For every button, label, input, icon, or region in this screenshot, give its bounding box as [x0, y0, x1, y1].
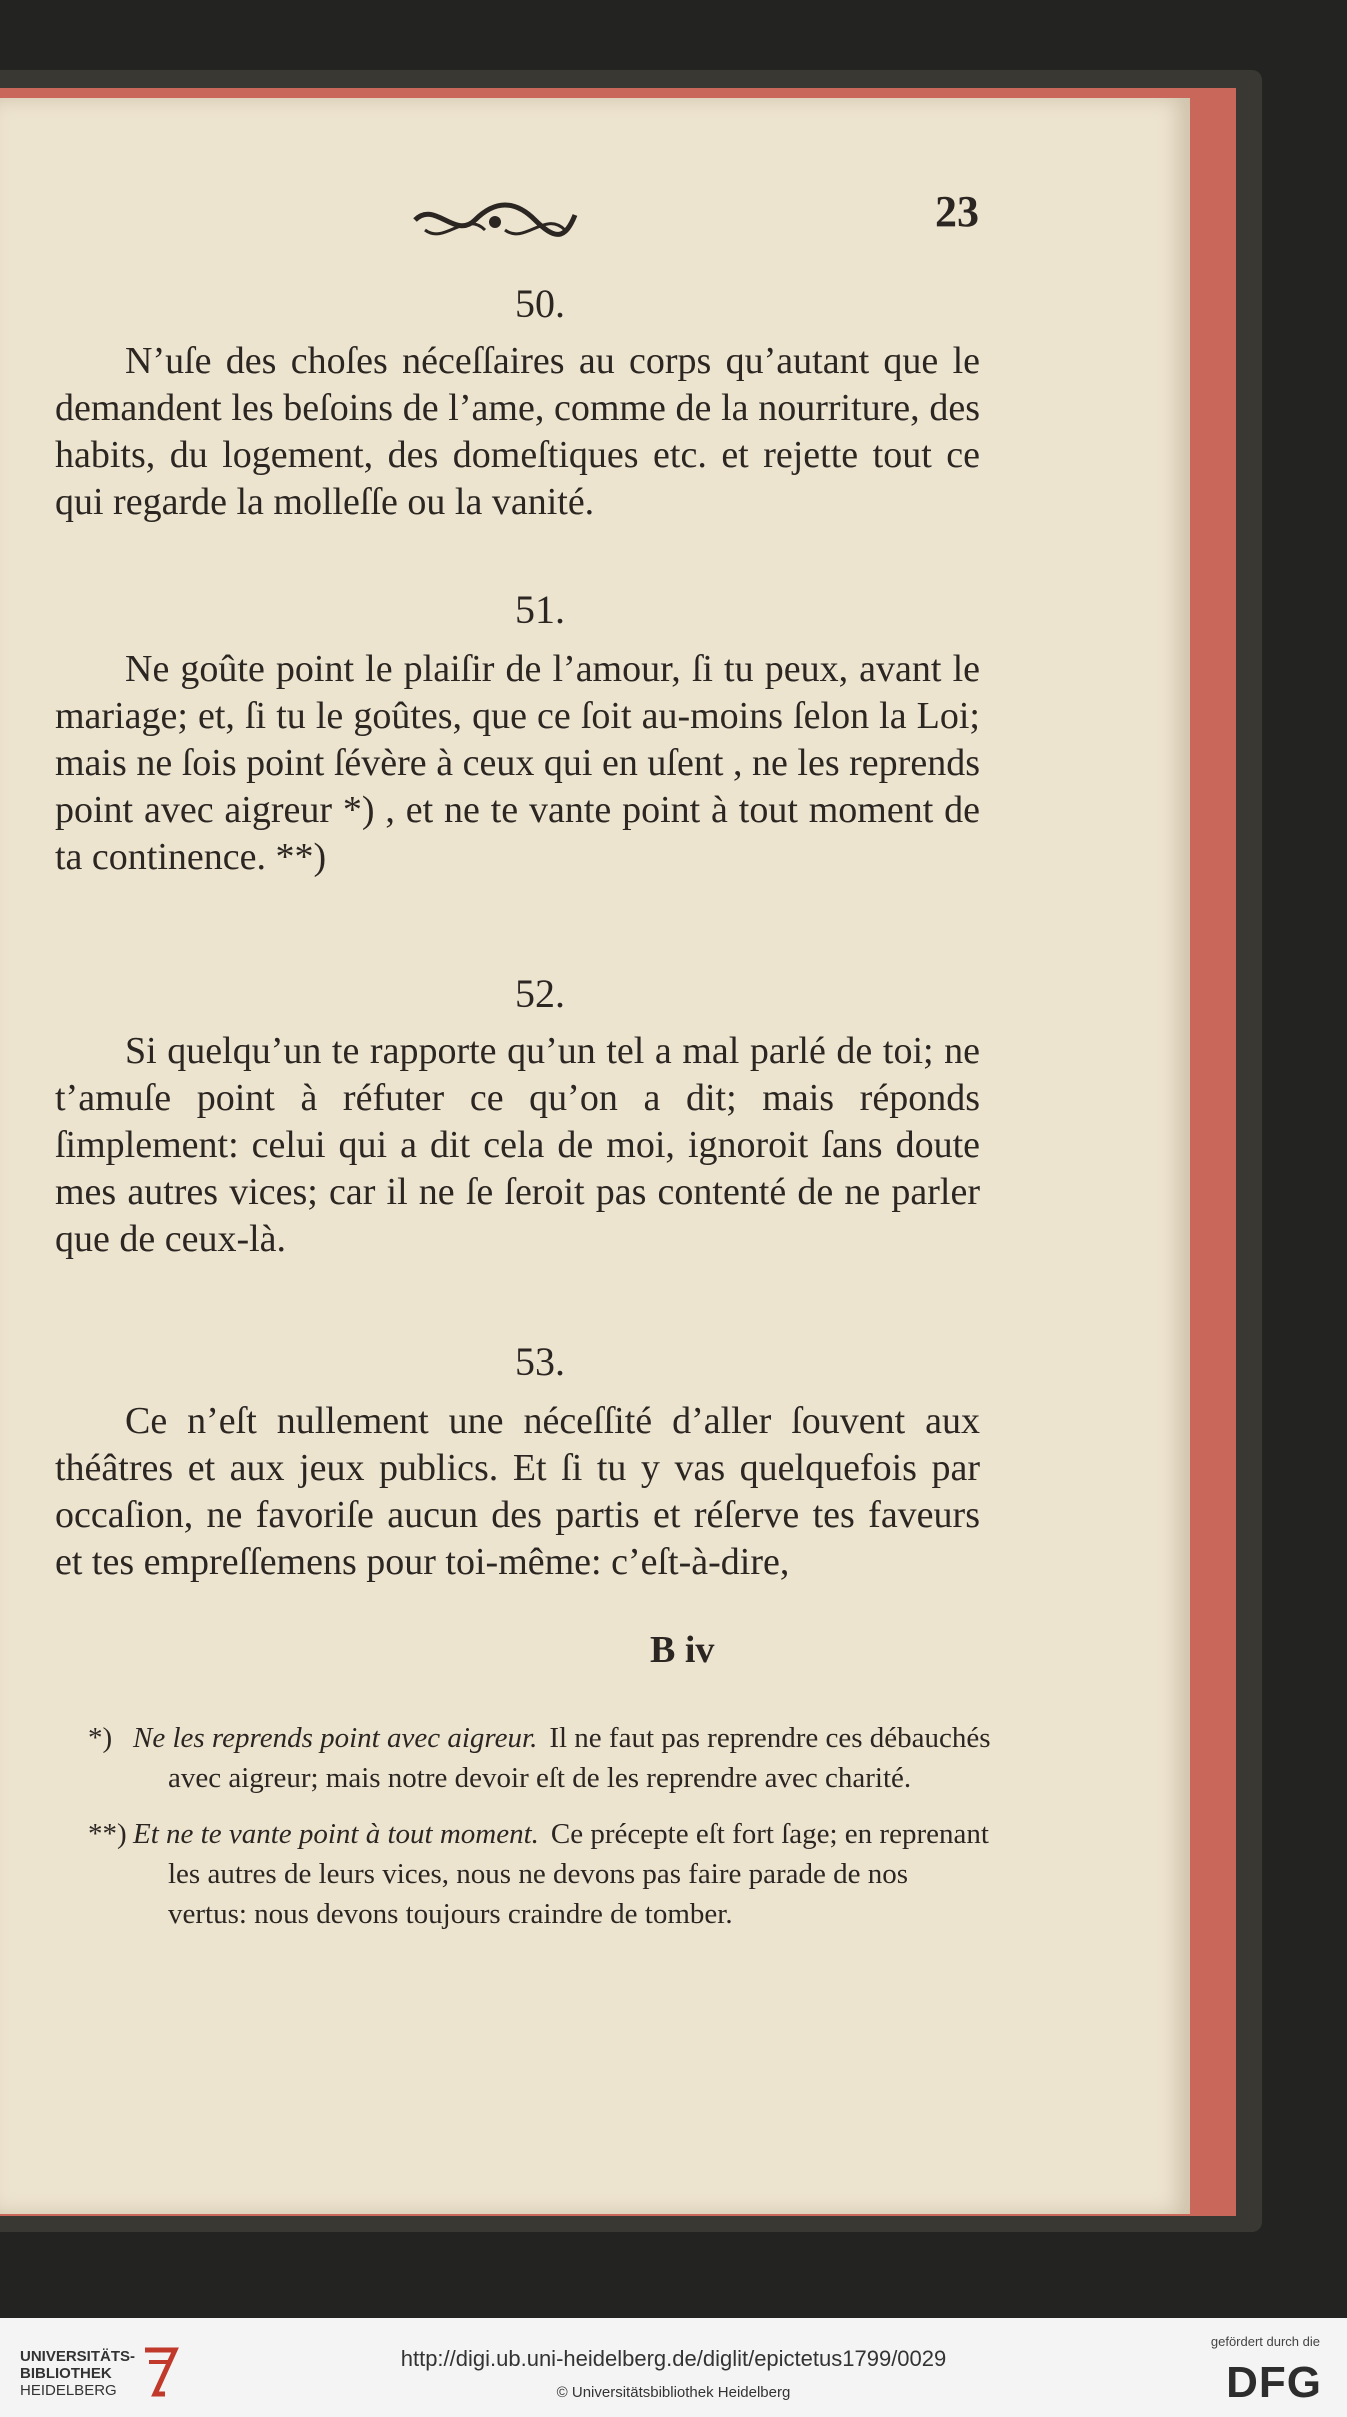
footnotes: [88, 1718, 993, 1950]
footnote: *) Ne les reprends point avec aigreur. Il ne faut pas reprendre ces débauchés avec aigreur; mais notre devoir eſt de les reprendre avec charité.: [88, 1722, 991, 1794]
copyright-text: © Universitätsbibliothek Heidelberg: [556, 2384, 791, 2401]
page-number: 23: [935, 187, 979, 236]
footnote: **) Et ne te vante point à tout moment. Ce précepte eſt fort ſage; en reprenant les autres de leurs vices, nous ne devons pas faire parade de nos vertus: nous devons toujours craindre de tomber.: [88, 1818, 989, 1930]
section-text: Ce n’eſt nullement une néceſſité d’aller ſouvent aux théâtres et aux jeux publics. Et ſi tu y vas quelquefois par occaſion, ne favoriſe aucun des partis et réſerve tes faveurs et tes empreſſemens pour toi-même: c’eſt-à-dire,: [55, 1400, 980, 1583]
dfg-logo[interactable]: DFG: [1226, 2358, 1322, 2407]
section-text: Si quelqu’un te rapporte qu’un tel a mal parlé de toi; ne t’amuſe point à réfuter ce qu’on a dit; mais réponds ſimplement: celui qui a dit cela de moi, ignoroit ſans doute mes autres vices; car il ne ſe ſeroit pas contenté de ne parler que de ceux-là.: [55, 1030, 980, 1260]
section-number: 50.: [515, 281, 565, 326]
funded-by-label: gefördert durch die: [1210, 2334, 1320, 2349]
book-page: [0, 98, 1190, 2214]
ornament-icon: [405, 190, 585, 250]
signature-mark: B iv: [650, 1629, 715, 1671]
section-number: 51.: [515, 587, 565, 632]
section-number: 53.: [515, 1339, 565, 1384]
university-logo[interactable]: UNIVERSITÄTS- BIBLIOTHEK HEIDELBERG: [20, 2348, 136, 2399]
section-text: Ne goûte point le plaiſir de l’amour, ſi tu peux, avant le mariage; et, ſi tu le goûtes, que ce ſoit au-moins ſelon la Loi; mais ne ſois point ſévère à ceux qui en uſent , ne les reprends point avec aigreur *) , et ne te vante point à tout moment de ta continence. **): [55, 648, 980, 878]
section-number: 52.: [515, 971, 565, 1016]
page-url-link[interactable]: http://digi.ub.uni-heidelberg.de/diglit/epictetus1799/0029: [400, 2346, 947, 2371]
section-text: N’uſe des choſes néceſſaires au corps qu’autant que le demandent les beſoins de l’ame, comme de la nourriture, des habits, du logement, des domeſtiques etc. et rejette tout ce qui regarde la molleſſe ou la vanité.: [55, 340, 980, 523]
viewer-footer: [0, 2318, 1347, 2417]
